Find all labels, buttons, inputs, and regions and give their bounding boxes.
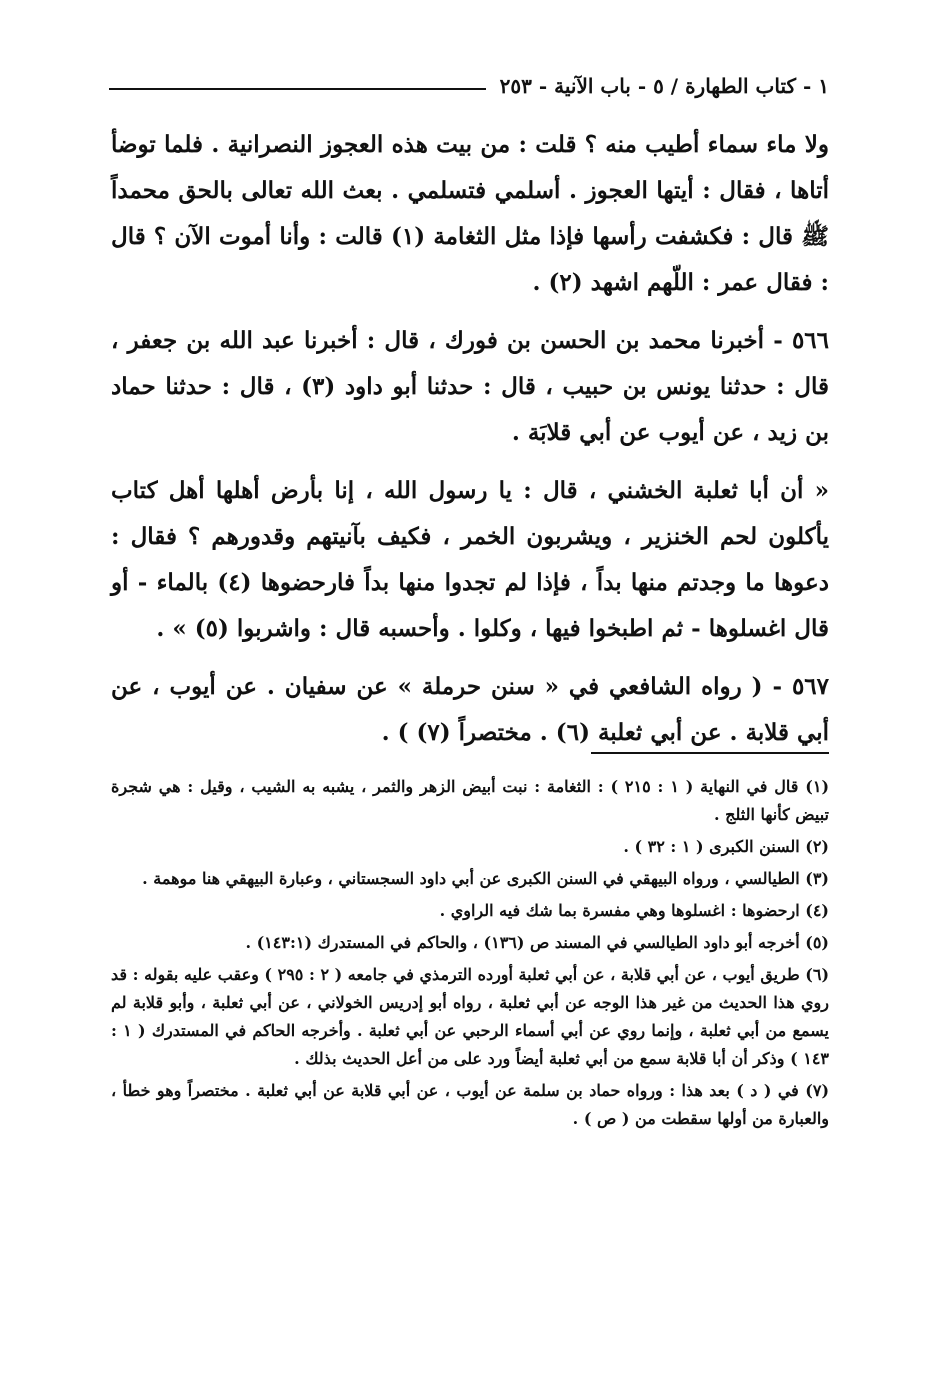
running-header	[109, 66, 829, 106]
hadith-566-isnad: ٥٦٦ - أخبرنا محمد بن الحسن بن فورك ، قال : أخبرنا عبد الله بن جعفر ، قال : حدثنا يونس بن حبيب ، قال : حدثنا أبو داود (٣) ، قال : حدثنا حماد بن زيد ، عن أيوب عن أبي قلابَة .	[111, 327, 829, 446]
running-header-title: ١ - كتاب الطهارة / ٥ - باب الآنية - ٢٥٣	[499, 74, 829, 98]
hadith-567: ٥٦٧ - ( رواه الشافعي في « سنن حرملة » عن سفيان . عن أيوب ، عن أبي قلابة . عن أبي ثعلبة (٦) . مختصراً (٧) ) .	[111, 673, 829, 746]
footnote-4: (٤) ارحضوها : اغسلوها وهي مفسرة بما شك فيه الراوي .	[439, 901, 829, 920]
footnote-2: (٢) السنن الكبرى ( ١ : ٣٢ ) .	[623, 837, 829, 856]
hadith-566-matn: « أن أبا ثعلبة الخشني ، قال : يا رسول الله ، إنا بأرض أهلها أهل كتاب يأكلون لحم الخنزير ، ويشربون الخمر ، فكيف بآنيتهم وقدورهم ؟ فقال : دعوها ما وجدتم منها بداً ، فإذا لم تجدوا منها بداً فارحضوها (٤) بالماء - أو قال اغسلوها - ثم اطبخوا فيها ، وكلوا . وأحسبه قال : واشربوا (٥) » .	[111, 477, 829, 642]
footnote-separator	[591, 752, 829, 754]
main-text	[111, 122, 829, 768]
footnote-6: (٦) طريق أيوب ، عن أبي قلابة ، عن أبي ثعلبة أورده الترمذي في جامعه ( ٢ : ٢٩٥ ) وعقب عليه بقوله : قد روي هذا الحديث من غير هذا الوجه عن أبي ثعلبة ، رواه أبو إدريس الخولاني ، عن أبي ثعلبة ، وأبو قلابة لم يسمع من أبي ثعلبة ، وإنما روي عن أبي أسماء الرحبي عن أبي ثعلبة . وأخرجه الحاكم في المستدرك ( ١ : ١٤٣ ) وذكر أن أبا قلابة سمع من أبي ثعلبة أيضاً ورد على من أعل الحديث بذلك .	[111, 965, 830, 1068]
footnote-3: (٣) الطيالسي ، ورواه البيهقي في السنن الكبرى عن أبي داود السجستاني ، وعبارة البيهقي هنا موهمة .	[142, 869, 829, 888]
footnote-7: (٧) في ( د ) بعد هذا : ورواه حماد بن سلمة عن أيوب ، عن أبي قلابة عن أبي ثعلبة . مختصراً وهو خطأ ، والعبارة من أولها سقطت من ( ص ) .	[111, 1081, 830, 1128]
footnotes	[111, 773, 829, 1137]
header-rule	[109, 88, 486, 90]
body-paragraph: ولا ماء سماء أطيب منه ؟ قلت : من بيت هذه العجوز النصرانية . فلما توضأ أتاها ، فقال : أيتها العجوز . أسلمي فتسلمي . بعث الله تعالى بالحق محمداً ﷺ قال : فكشفت رأسها فإذا مثل الثغامة (١) قالت : وأنا أموت الآن ؟ قال : فقال عمر : اللّهم اشهد (٢) .	[111, 131, 829, 296]
footnote-5: (٥) أخرجه أبو داود الطيالسي في المسند ص (١٣٦) ، والحاكم في المستدرك (١٤٣:١) .	[245, 933, 829, 952]
footnote-1: (١) قال في النهاية ( ١ : ٢١٥ ) : الثغامة : نبت أبيض الزهر والثمر ، يشبه به الشيب ، وقيل : هي شجرة تبيض كأنها الثلج .	[111, 777, 830, 824]
